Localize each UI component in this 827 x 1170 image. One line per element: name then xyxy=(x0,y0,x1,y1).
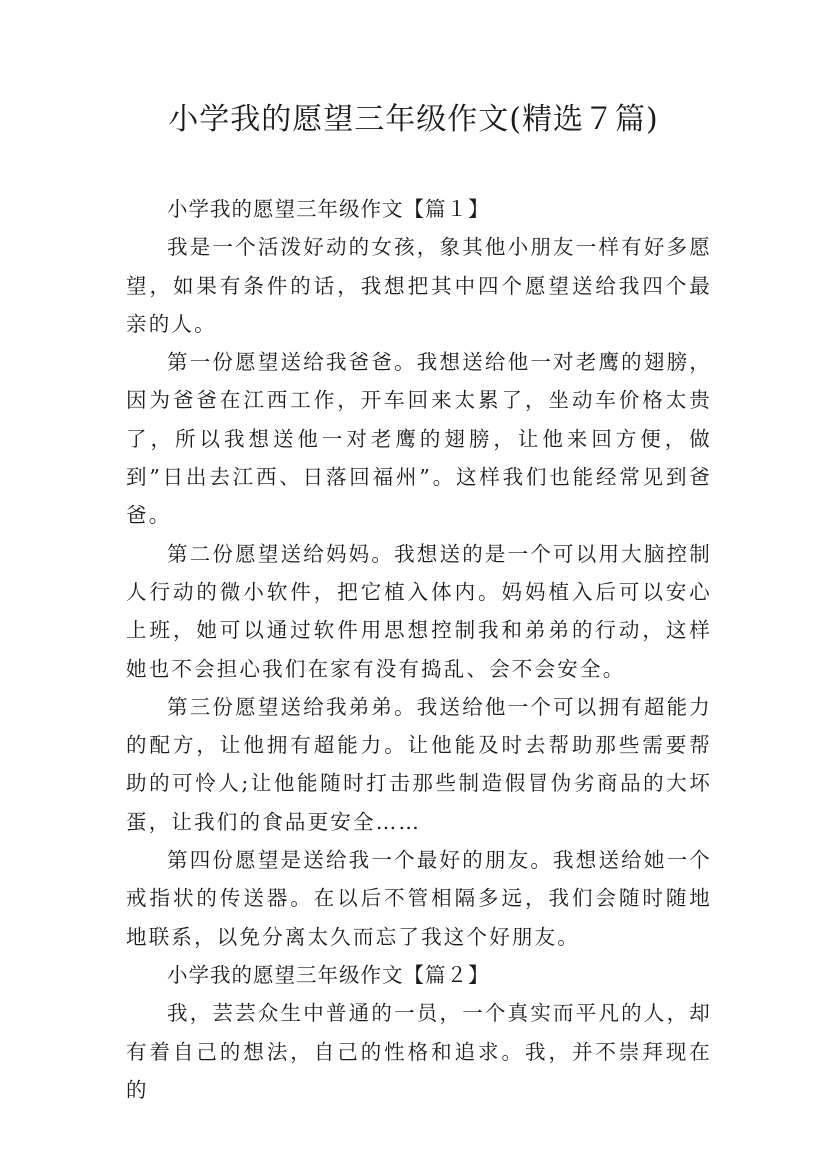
paragraph-intro: 我是一个活泼好动的女孩，象其他小朋友一样有好多愿望，如果有条件的话，我想把其中四个愿望送给我四个最亲的人。 xyxy=(126,235,712,336)
paragraph-wish-mother: 第二份愿望送给妈妈。我想送的是一个可以用大脑控制人行动的微小软件，把它植入体内。妈妈植入后可以安心上班，她可以通过软件用思想控制我和弟弟的行动，这样她也不会担心我们在家有没有捣乱、会不会安全。 xyxy=(126,541,712,681)
paragraph-essay-2-start: 我，芸芸众生中普通的一员，一个真实而平凡的人，却有着自己的想法，自己的性格和追求。我，并不崇拜现在的 xyxy=(126,1001,712,1102)
document-body xyxy=(126,190,712,1109)
paragraph-wish-brother: 第三份愿望送给我弟弟。我送给他一个可以拥有超能力的配方，让他拥有超能力。让他能及时去帮助那些需要帮助的可怜人;让他能随时打击那些制造假冒伪劣商品的大坏蛋，让我们的食品更安全…… xyxy=(126,694,712,834)
paragraph-wish-friend: 第四份愿望是送给我一个最好的朋友。我想送给她一个戒指状的传送器。在以后不管相隔多远，我们会随时随地地联系，以免分离太久而忘了我这个好朋友。 xyxy=(126,848,712,949)
section-heading-1: 小学我的愿望三年级作文【篇１】 xyxy=(167,197,490,221)
paragraph-wish-father: 第一份愿望送给我爸爸。我想送给他一对老鹰的翅膀，因为爸爸在江西工作，开车回来太累了，坐动车价格太贵了，所以我想送他一对老鹰的翅膀，让他来回方便，做到”日出去江西、日落回福州”。这样我们也能经常见到爸爸。 xyxy=(126,350,712,528)
document-title: 小学我的愿望三年级作文(精选７篇) xyxy=(168,102,659,137)
section-heading-2: 小学我的愿望三年级作文【篇２】 xyxy=(167,962,490,987)
